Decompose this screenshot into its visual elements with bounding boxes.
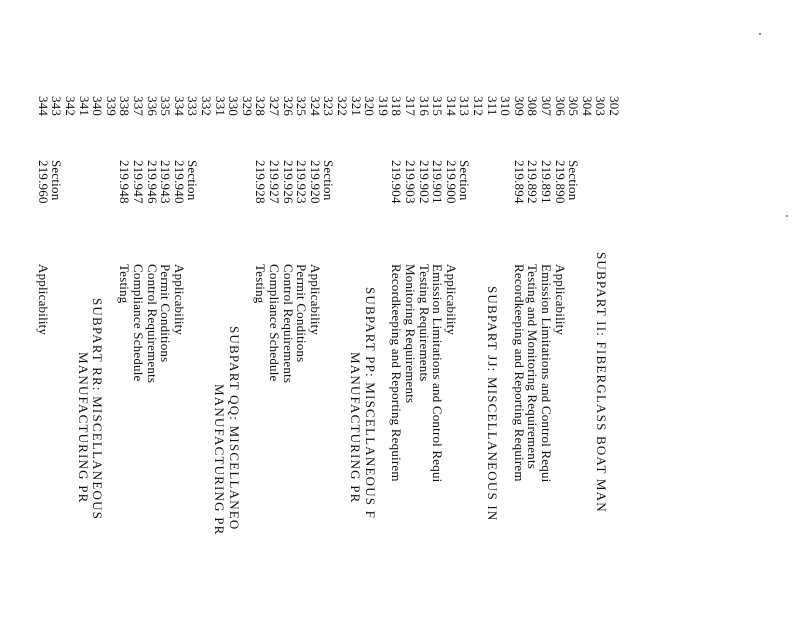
section-code: 219.928 [253,160,268,204]
line-number: 329 [240,96,255,117]
line-number: 312 [471,96,486,117]
section-title: Monitoring Requirements [403,264,418,404]
section-title: Compliance Schedule [131,264,146,382]
line-number: 330 [226,96,241,117]
subpart-heading: SUBPART QQ: MISCELLANEO [227,326,242,531]
section-code: 219.947 [131,160,146,204]
section-code: 219.892 [525,160,540,204]
section-code: 219.891 [539,160,554,204]
line-number: 318 [389,96,404,117]
line-number: 310 [498,96,513,117]
section-code: 219.894 [512,160,527,204]
section-code: 219.923 [294,160,309,204]
section-code: 219.926 [281,160,296,204]
line-number: 339 [104,96,119,117]
line-number: 315 [430,96,445,117]
line-number: 323 [321,96,336,117]
section-code: 219.890 [553,160,568,204]
line-number: 309 [512,96,527,117]
line-number: 317 [403,96,418,117]
section-code: 219.903 [403,160,418,204]
section-title: Applicability [553,264,568,336]
line-number: 308 [525,96,540,117]
scan-speck [786,215,788,217]
section-title: Applicability [36,264,51,336]
section-title: Recordkeeping and Reporting Requirem [389,264,404,482]
line-number: 326 [281,96,296,117]
section-code: Section [457,160,472,201]
section-code: 219.901 [430,160,445,204]
line-number: 319 [376,96,391,117]
line-number: 322 [335,96,350,117]
line-number: 311 [485,96,500,116]
line-number: 305 [566,96,581,117]
section-code: 219.920 [308,160,323,204]
section-title: Testing [117,264,132,304]
section-code: Section [185,160,200,201]
subpart-heading: SUBPART JJ: MISCELLANEOUS IN [485,286,500,522]
subpart-heading: SUBPART PP: MISCELLANEOUS F [363,287,378,520]
subpart-heading: MANUFACTURING PR [76,352,91,504]
section-title: Emission Limitations and Control Requi [430,264,445,483]
line-number: 331 [213,96,228,117]
section-title: Recordkeeping and Reporting Requirem [512,264,527,482]
line-number: 314 [444,96,459,117]
line-number: 344 [36,96,51,117]
line-number: 342 [63,96,78,117]
line-number: 307 [539,96,554,117]
line-number: 341 [77,96,92,117]
section-code: 219.946 [145,160,160,204]
subpart-heading: MANUFACTURING PR [348,352,363,504]
section-title: Compliance Schedule [267,264,282,382]
scan-speck [759,33,761,35]
line-number: 302 [607,96,622,117]
line-number: 335 [158,96,173,117]
section-code: 219.902 [417,160,432,204]
line-number: 336 [145,96,160,117]
section-title: Control Requirements [281,264,296,384]
section-code: 219.943 [158,160,173,204]
line-number: 334 [172,96,187,117]
line-number: 324 [308,96,323,117]
section-title: Testing and Monitoring Requirements [525,264,540,470]
section-code: 219.960 [36,160,51,204]
section-title: Applicability [444,264,459,336]
line-number: 303 [593,96,608,117]
section-title: Testing [253,264,268,304]
section-code: Section [49,160,64,201]
subpart-heading: SUBPART RR: MISCELLANEOUS [90,298,105,521]
line-number: 304 [580,96,595,117]
line-number: 325 [294,96,309,117]
section-title: Emission Limitations and Control Requi [539,264,554,483]
subpart-heading: MANUFACTURING PR [212,384,227,536]
section-code: 219.940 [172,160,187,204]
line-number: 321 [349,96,364,117]
section-title: Applicability [308,264,323,336]
section-title: Control Requirements [145,264,160,384]
line-number: 327 [267,96,282,117]
subpart-heading: SUBPART II: FIBERGLASS BOAT MAN [594,252,609,513]
line-number: 306 [553,96,568,117]
line-number: 338 [117,96,132,117]
section-code: 219.948 [117,160,132,204]
line-number: 340 [90,96,105,117]
line-number: 337 [131,96,146,117]
section-code: Section [566,160,581,201]
line-number: 313 [457,96,472,117]
section-code: Section [321,160,336,201]
line-number: 343 [49,96,64,117]
line-number: 316 [417,96,432,117]
section-title: Testing Requirements [417,264,432,382]
section-title: Permit Conditions [294,264,309,363]
line-number: 333 [185,96,200,117]
line-number: 320 [362,96,377,117]
section-title: Applicability [172,264,187,336]
section-code: 219.900 [444,160,459,204]
section-code: 219.904 [389,160,404,204]
line-number: 328 [253,96,268,117]
section-title: Permit Conditions [158,264,173,363]
line-number: 332 [199,96,214,117]
section-code: 219.927 [267,160,282,204]
